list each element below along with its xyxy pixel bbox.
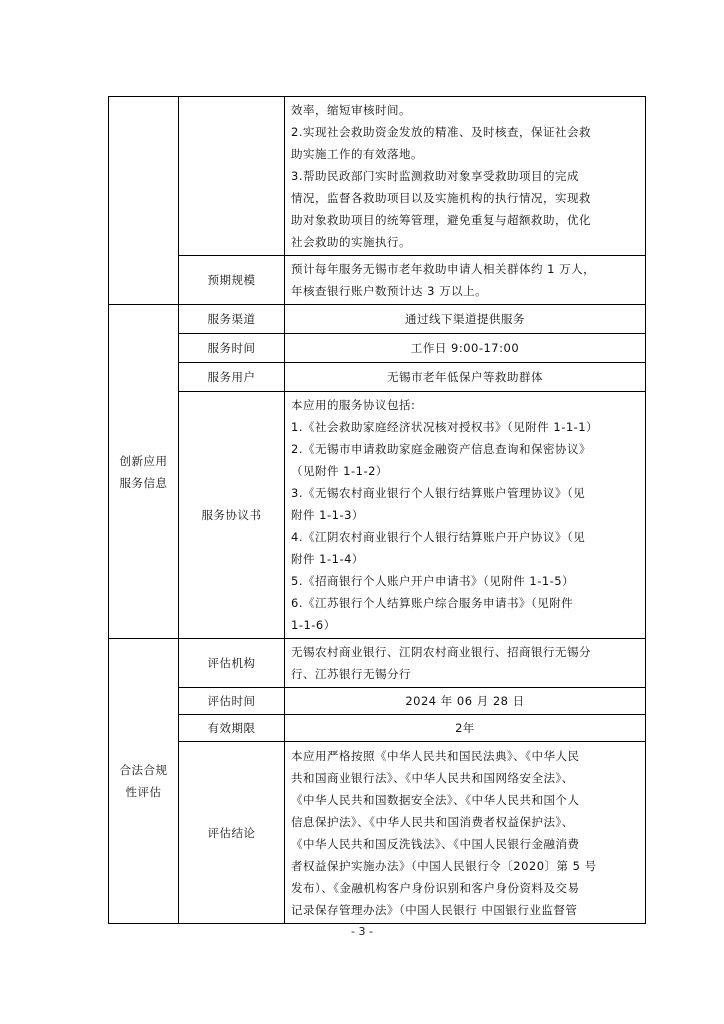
time-value: 工作日 9:00-17:00 [285,334,646,363]
text-line: 社会救助的实施执行。 [291,235,411,249]
section-label-line: 性评估 [125,785,162,799]
text-line: 4.《江阴农村商业银行个人银行结算账户开户协议》（见 [291,530,586,544]
text-line: 记录保存管理办法》（中国人民银行 中国银行业监督管 [291,902,578,917]
text-line: 2.《无锡市申请救助家庭金融资产信息查询和保密协议》 [291,442,591,456]
text-line: 助对象救助项目的统筹管理，避免重复与超额救助，优化 [291,213,591,227]
text-line: 共和国商业银行法》、《中华人民共和国网络安全法》、 [291,770,574,785]
scale-label: 预期规模 [179,256,285,305]
agreement-text [285,392,646,639]
org-text [285,639,646,688]
service-section-label [109,305,179,639]
channel-label: 服务渠道 [179,305,285,334]
channel-value: 通过线下渠道提供服务 [285,305,646,334]
text-line: 发布）、《金融机构客户身份识别和客户身份资料及交易 [291,880,580,895]
text-line: 1.《社会救助家庭经济状况核对授权书》（见附件 1-1-1） [291,420,599,434]
text-line: 附件 1-1-3） [291,508,364,522]
text-line: 助实施工作的有效落地。 [291,147,423,161]
text-line: 年核查银行账户数预计达 3 万以上。 [291,284,488,298]
text-line: 者权益保护实施办法》（中国人民银行令〔2020〕第 5 号 [291,858,597,873]
date-value: 2024 年 06 月 28 日 [285,688,646,715]
text-line: 《中华人民共和国数据安全法》、《中华人民共和国个人 [291,792,580,807]
conclusion-label: 评估结论 [179,742,285,924]
text-line: 3.帮助民政部门实时监测救助对象享受救助项目的完成 [291,169,579,183]
page-number: - 3 - [351,925,373,938]
text-line: 无锡农村商业银行、江阴农村商业银行、招商银行无锡分 [291,645,591,659]
text-line: 1-1-6） [291,618,336,632]
text-line: 6.《江苏银行个人结算账户综合服务申请书》（见附件 [291,596,574,610]
text-line: （见附件 1-1-2） [291,464,388,478]
text-line: 情况，监督各救助项目以及实施机构的执行情况，实现救 [291,191,591,205]
text-line: 信息保护法》、《中华人民共和国消费者权益保护法》、 [291,814,574,829]
text-line: 附件 1-1-4） [291,552,364,566]
section-label-line: 合法合规 [119,763,168,777]
compliance-section-label [109,639,179,924]
text-line: 《中华人民共和国反洗钱法》、《中国人民银行金融消费 [291,836,580,851]
scale-text [285,256,646,305]
empty-label-cell [179,97,285,256]
info-table [108,96,646,924]
date-label: 评估时间 [179,688,285,715]
users-value: 无锡市老年低保户等救助群体 [285,363,646,392]
text-line: 本应用的服务协议包括: [291,398,416,412]
text-line: 预计每年服务无锡市老年救助申请人相关群体约 1 万人， [291,262,596,276]
text-line: 行、江苏银行无锡分行 [291,667,411,681]
text-line: 3.《无锡农村商业银行个人银行结算账户管理协议》（见 [291,486,586,500]
text-line: 本应用严格按照《中华人民共和国民法典》、《中华人民 [291,748,580,763]
conclusion-text [285,742,646,924]
text-line: 5.《招商银行个人账户开户申请书》（见附件 1-1-5） [291,574,575,588]
effect-text [285,97,646,256]
org-label: 评估机构 [179,639,285,688]
users-label: 服务用户 [179,363,285,392]
empty-section-cell [109,97,179,305]
validity-value: 2年 [285,715,646,742]
text-line: 效率，缩短审核时间。 [291,103,411,117]
time-label: 服务时间 [179,334,285,363]
section-label-line: 创新应用 [119,453,168,468]
validity-label: 有效期限 [179,715,285,742]
text-line: 2.实现社会救助资金发放的精准、及时核查，保证社会救 [291,125,591,139]
agreement-label: 服务协议书 [179,392,285,639]
section-label-line: 服务信息 [119,475,168,490]
